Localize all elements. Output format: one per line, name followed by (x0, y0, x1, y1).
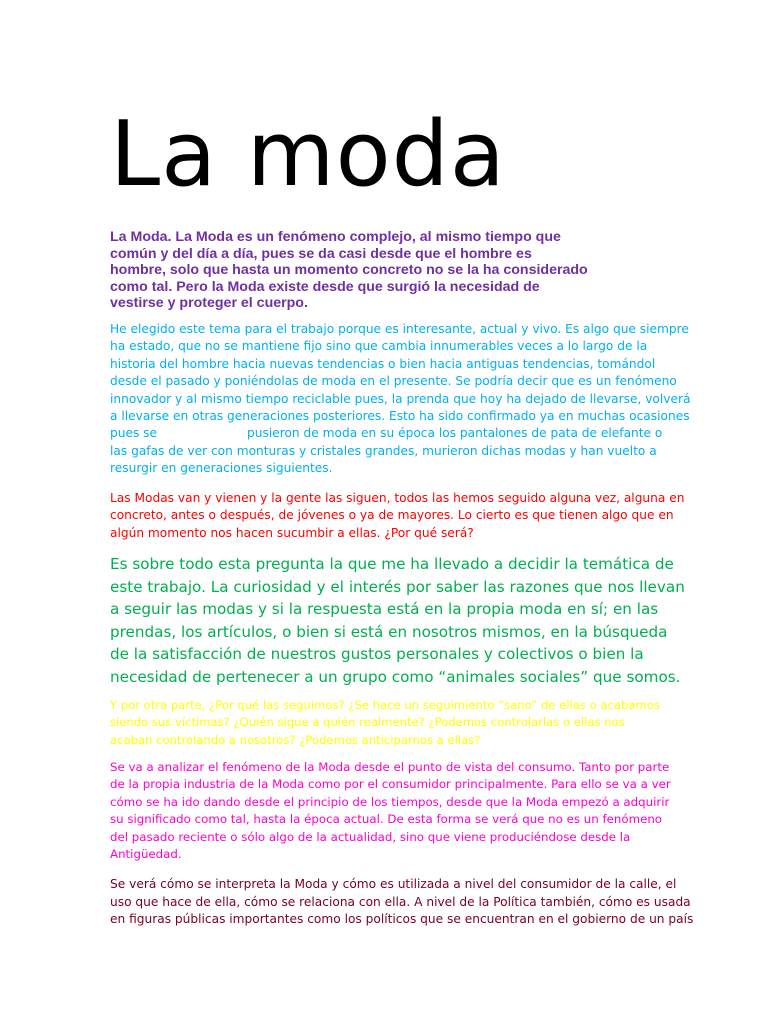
questions-paragraph (110, 697, 658, 749)
paragraph-line: de la propia industria de la Moda como por el consumidor principalmente. Para ello se va a ver (110, 777, 671, 792)
paragraph-line: Antigüedad. (110, 847, 182, 862)
paragraph-line: algún momento nos hacen sucumbir a ellas. ¿Por qué será? (110, 525, 474, 540)
paragraph-line: Las Modas van y vienen y la gente las siguen, todos las hemos seguido alguna vez, alguna en (110, 491, 685, 505)
paragraph-line: prendas, los artículos, o bien si está en nosotros mismos, en la búsqueda (110, 622, 668, 641)
line-end: pusieron de moda en su época los pantalones de pata de elefante o (247, 426, 663, 441)
document-title: La moda (110, 102, 506, 207)
paragraph-line: innovador y al mismo tiempo reciclable pues, la prenda que hoy ha dejado de llevarse, volverá (110, 391, 691, 406)
paragraph-line: resurgir en generaciones siguientes. (110, 461, 333, 476)
paragraph-line: Es sobre todo esta pregunta la que me ha llevado a decidir la temática de (110, 555, 674, 573)
paragraph-line: Se verá cómo se interpreta la Moda y cómo es utilizada a nivel del consumidor de la calle, el (110, 877, 677, 891)
paragraph-line: común y del día a día, pues se da casi desde que el hombre es (110, 245, 532, 262)
intro-paragraph (110, 229, 660, 312)
paragraph-line: historia del hombre hacia nuevas tendencias o bien hacia antiguas tendencias, tomándol (110, 356, 656, 371)
paragraph-line: hombre, solo que hasta un momento concreto no se la ha considerado (110, 262, 588, 279)
paragraph-line: necesidad de pertenecer a un grupo como “animales sociales” que somos. (110, 667, 681, 686)
paragraph-line: ha estado, que no se mantiene fijo sino que cambia innumerables veces a lo largo de la (110, 339, 648, 354)
paragraph-line: La Moda. La Moda es un fenómeno complejo, al mismo tiempo que (110, 229, 561, 245)
paragraph-line: en figuras públicas importantes como los políticos que se encuentran en el gobierno de un país (110, 912, 694, 927)
paragraph-line: siendo sus víctimas? ¿Quién sigue a quién realmente? ¿Podemos controlarlas o ellas nos (110, 715, 625, 730)
paragraph-line: concreto, antes o después, de jóvenes o ya de mayores. Lo cierto es que tienen algo que en (110, 508, 674, 523)
line-start: pues se (110, 426, 158, 441)
question-paragraph (110, 553, 685, 689)
paragraph-line: Se va a analizar el fenómeno de la Moda desde el punto de vista del consumo. Tanto por parte (110, 760, 670, 774)
paragraph-line: del pasado reciente o sólo algo de la actualidad, sino que viene produciéndose desde la (110, 829, 631, 844)
paragraph-line-with-gap (110, 425, 663, 442)
consumer-paragraph (110, 876, 694, 929)
paragraph-line: cómo se ha ido dando desde el principio de los tiempos, desde que la Moda empezó a adquirir (110, 794, 670, 809)
paragraph-line: acaban controlando a nosotros? ¿Podemos anticiparnos a ellas? (110, 732, 481, 747)
paragraph-line: este trabajo. La curiosidad y el interés por saber las razones que nos llevan (110, 577, 685, 596)
paragraph-line: su significado como tal, hasta la época actual. De esta forma se verá que no es un fenómeno (110, 812, 663, 827)
paragraph-line: Y por otra parte, ¿Por qué las seguimos? ¿Se hace un seguimiento “sano” de ellas o acabamos (110, 698, 660, 712)
paragraph-line: a seguir las modas y si la respuesta está en la propia moda en sí; en las (110, 600, 659, 619)
paragraph-line: como tal. Pero la Moda existe desde que surgió la necesidad de (110, 278, 540, 295)
paragraph-line: a llevarse en otras generaciones posteriores. Esto ha sido confirmado ya en muchas ocasiones (110, 409, 690, 424)
paragraph-line: las gafas de ver con monturas y cristales grandes, murieron dichas modas y han vuelto a (110, 443, 657, 458)
paragraph-line: desde el pasado y poniéndolas de moda en el presente. Se podría decir que es un fenómeno (110, 374, 677, 389)
paragraph-line: vestirse y proteger el cuerpo. (110, 295, 308, 312)
paragraph-line: de la satisfacción de nuestros gustos personales y colectivos o bien la (110, 645, 644, 664)
trends-paragraph (110, 490, 685, 542)
reason-paragraph (110, 321, 691, 478)
analysis-paragraph (110, 759, 671, 863)
paragraph-line: He elegido este tema para el trabajo porque es interesante, actual y vivo. Es algo que siempre (110, 322, 689, 336)
paragraph-line: uso que hace de ella, cómo se relaciona con ella. A nivel de la Política también, cómo es usada (110, 894, 691, 909)
